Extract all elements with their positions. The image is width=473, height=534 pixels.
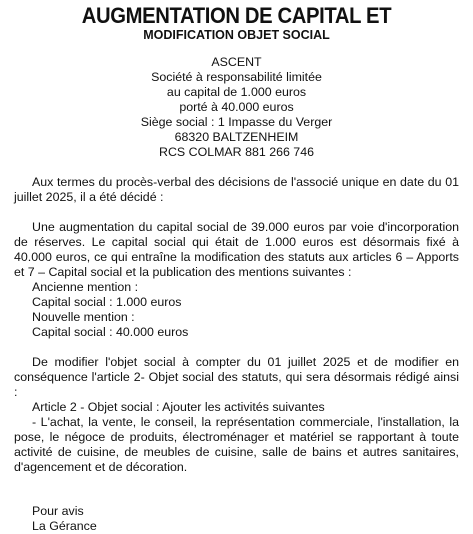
company-rcs: RCS COLMAR 881 266 746	[159, 145, 314, 159]
company-name: ASCENT	[211, 55, 262, 69]
article-text: - L'achat, la vente, le conseil, la représentation commerciale, l'installation, la pose, le négoce de produits, électroménager et matériel se rapportant à toute activité de cuisine, de meubles de cuisine, salle de bains et autres sanitaires, d'agencement et de décoration.	[14, 415, 459, 474]
intro-paragraph: Aux termes du procès-verbal des décisions de l'associé unique en date du 01 juillet 2025, il a été décidé :	[14, 175, 459, 204]
capital-paragraph: Une augmentation du capital social de 39.000 euros par voie d'incorporation de réserves. Le capital social qui était de 1.000 euros est désormais fixé à 40.000 euros, ce qui entraîne la modification des statuts aux articles 6 – Apports et 7 – Capital social et la publication des mentions suivantes :	[14, 220, 459, 279]
company-address: Siège social : 1 Impasse du Verger	[140, 115, 333, 129]
company-capital-new: porté à 40.000 euros	[179, 100, 294, 114]
company-city: 68320 BALTZENHEIM	[174, 130, 299, 144]
article-heading: Article 2 - Objet social : Ajouter les activités suivantes	[32, 400, 325, 414]
notice-subtitle: MODIFICATION OBJET SOCIAL	[143, 28, 330, 42]
signoff-gerance: La Gérance	[32, 519, 97, 533]
signoff-pour-avis: Pour avis	[32, 504, 84, 518]
old-mention-value: Capital social : 1.000 euros	[32, 295, 182, 309]
notice-title: AUGMENTATION DE CAPITAL ET	[81, 3, 392, 28]
signoff-block	[14, 504, 459, 534]
new-mention-label: Nouvelle mention :	[32, 310, 135, 324]
company-form: Société à responsabilité limitée	[151, 70, 322, 84]
old-mention-label: Ancienne mention :	[32, 280, 139, 294]
company-capital: au capital de 1.000 euros	[166, 85, 307, 99]
new-mention-value: Capital social : 40.000 euros	[32, 325, 189, 339]
object-paragraph: De modifier l'objet social à compter du 01 juillet 2025 et de modifier en conséquence l'article 2- Objet social des statuts, qui sera désormais rédigé ainsi :	[14, 355, 459, 399]
company-block	[14, 55, 459, 160]
